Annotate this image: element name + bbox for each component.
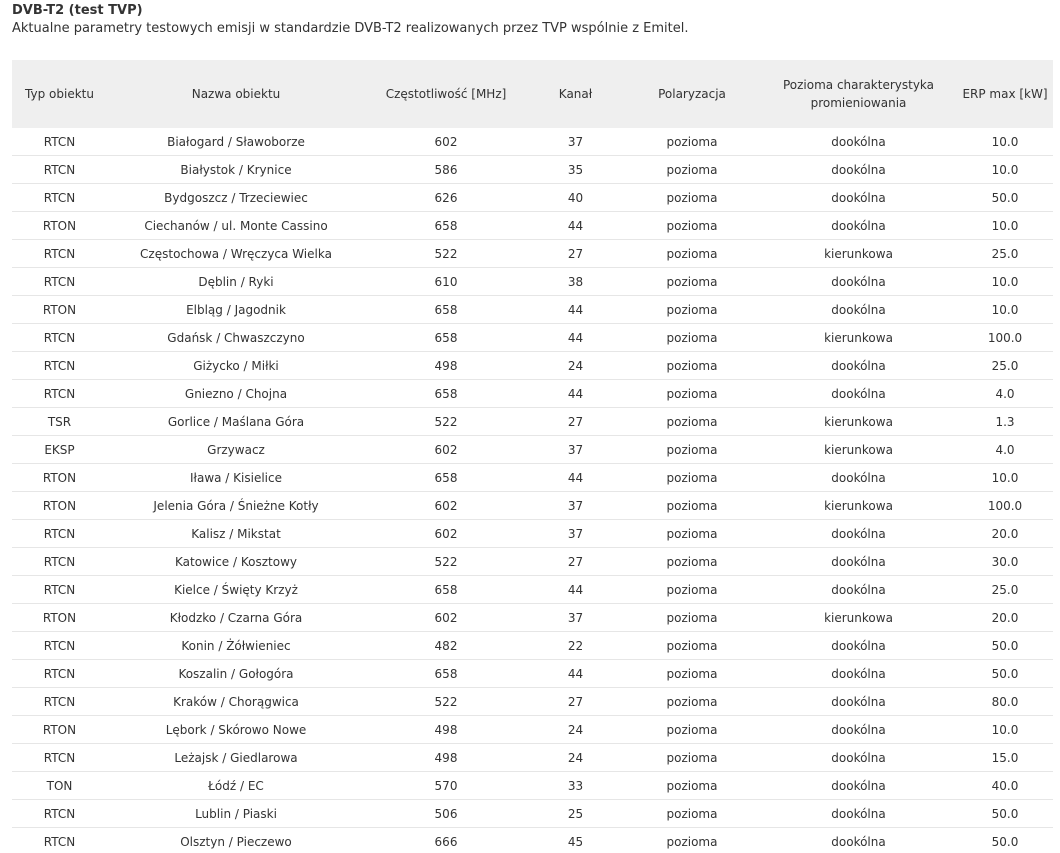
cell-radiation-pattern: kierunkowa (760, 436, 957, 464)
cell-frequency: 498 (365, 352, 527, 380)
cell-frequency: 658 (365, 380, 527, 408)
cell-radiation-pattern: dookólna (760, 660, 957, 688)
cell-erp-max: 100.0 (957, 492, 1053, 520)
cell-erp-max: 10.0 (957, 212, 1053, 240)
cell-channel: 44 (527, 212, 624, 240)
cell-frequency: 506 (365, 800, 527, 828)
table-row (12, 520, 1053, 548)
cell-channel: 45 (527, 828, 624, 853)
cell-erp-max: 10.0 (957, 716, 1053, 744)
cell-erp-max: 50.0 (957, 800, 1053, 828)
cell-erp-max: 1.3 (957, 408, 1053, 436)
cell-object-name: Lublin / Piaski (107, 800, 365, 828)
cell-channel: 27 (527, 548, 624, 576)
cell-polarization: pozioma (624, 604, 760, 632)
cell-object-type: RTCN (12, 352, 107, 380)
cell-object-name: Elbląg / Jagodnik (107, 296, 365, 324)
table-row (12, 128, 1053, 156)
cell-radiation-pattern: kierunkowa (760, 408, 957, 436)
cell-object-type: TON (12, 772, 107, 800)
table-row (12, 464, 1053, 492)
table-row (12, 268, 1053, 296)
cell-object-type: TSR (12, 408, 107, 436)
cell-erp-max: 25.0 (957, 576, 1053, 604)
table-row (12, 576, 1053, 604)
cell-object-name: Kraków / Chorągwica (107, 688, 365, 716)
page-subtitle: Aktualne parametry testowych emisji w standardzie DVB-T2 realizowanych przez TVP wspólnie z Emitel. (12, 21, 689, 36)
cell-channel: 44 (527, 380, 624, 408)
cell-erp-max: 10.0 (957, 128, 1053, 156)
table-row (12, 772, 1053, 800)
cell-radiation-pattern: dookólna (760, 156, 957, 184)
cell-object-name: Iława / Kisielice (107, 464, 365, 492)
cell-channel: 44 (527, 464, 624, 492)
cell-object-type: RTCN (12, 828, 107, 853)
cell-polarization: pozioma (624, 492, 760, 520)
cell-channel: 44 (527, 576, 624, 604)
cell-channel: 24 (527, 716, 624, 744)
cell-frequency: 610 (365, 268, 527, 296)
cell-frequency: 658 (365, 212, 527, 240)
table-row (12, 212, 1053, 240)
cell-polarization: pozioma (624, 156, 760, 184)
cell-radiation-pattern: dookólna (760, 268, 957, 296)
cell-object-type: RTCN (12, 156, 107, 184)
cell-frequency: 602 (365, 128, 527, 156)
table-row (12, 380, 1053, 408)
cell-object-type: RTCN (12, 324, 107, 352)
cell-erp-max: 10.0 (957, 464, 1053, 492)
cell-polarization: pozioma (624, 660, 760, 688)
cell-frequency: 522 (365, 408, 527, 436)
column-header-radiation-pattern: Pozioma charakterystyka promieniowania (760, 60, 957, 128)
cell-object-name: Lębork / Skórowo Nowe (107, 716, 365, 744)
cell-object-name: Białystok / Krynice (107, 156, 365, 184)
cell-object-name: Częstochowa / Wręczyca Wielka (107, 240, 365, 268)
cell-polarization: pozioma (624, 352, 760, 380)
cell-object-name: Łódź / EC (107, 772, 365, 800)
cell-polarization: pozioma (624, 520, 760, 548)
cell-frequency: 570 (365, 772, 527, 800)
cell-polarization: pozioma (624, 576, 760, 604)
cell-channel: 37 (527, 604, 624, 632)
table-row (12, 744, 1053, 772)
cell-polarization: pozioma (624, 716, 760, 744)
cell-radiation-pattern: dookólna (760, 828, 957, 853)
cell-erp-max: 40.0 (957, 772, 1053, 800)
table-row (12, 548, 1053, 576)
cell-erp-max: 50.0 (957, 632, 1053, 660)
table-header-row (12, 60, 1053, 128)
cell-frequency: 658 (365, 324, 527, 352)
cell-object-type: RTCN (12, 184, 107, 212)
cell-frequency: 522 (365, 548, 527, 576)
column-header-object-name: Nazwa obiektu (107, 60, 365, 128)
table-row (12, 240, 1053, 268)
cell-object-name: Gorlice / Maślana Góra (107, 408, 365, 436)
cell-channel: 44 (527, 296, 624, 324)
cell-object-type: RTON (12, 464, 107, 492)
cell-object-type: RTCN (12, 576, 107, 604)
cell-object-type: RTCN (12, 240, 107, 268)
cell-channel: 37 (527, 128, 624, 156)
table-row (12, 156, 1053, 184)
cell-object-name: Bydgoszcz / Trzeciewiec (107, 184, 365, 212)
cell-polarization: pozioma (624, 408, 760, 436)
cell-object-type: RTCN (12, 744, 107, 772)
cell-frequency: 602 (365, 492, 527, 520)
cell-erp-max: 15.0 (957, 744, 1053, 772)
cell-channel: 38 (527, 268, 624, 296)
cell-polarization: pozioma (624, 688, 760, 716)
cell-polarization: pozioma (624, 380, 760, 408)
cell-erp-max: 10.0 (957, 268, 1053, 296)
cell-erp-max: 50.0 (957, 828, 1053, 853)
cell-object-name: Gniezno / Chojna (107, 380, 365, 408)
cell-frequency: 482 (365, 632, 527, 660)
cell-frequency: 658 (365, 296, 527, 324)
table-row (12, 408, 1053, 436)
cell-erp-max: 4.0 (957, 436, 1053, 464)
cell-object-name: Ciechanów / ul. Monte Cassino (107, 212, 365, 240)
cell-object-name: Jelenia Góra / Śnieżne Kotły (107, 492, 365, 520)
cell-erp-max: 4.0 (957, 380, 1053, 408)
cell-radiation-pattern: kierunkowa (760, 240, 957, 268)
cell-object-type: RTCN (12, 380, 107, 408)
cell-radiation-pattern: kierunkowa (760, 604, 957, 632)
cell-radiation-pattern: dookólna (760, 184, 957, 212)
cell-channel: 27 (527, 688, 624, 716)
cell-radiation-pattern: dookólna (760, 296, 957, 324)
cell-object-name: Konin / Żółwieniec (107, 632, 365, 660)
column-header-channel: Kanał (527, 60, 624, 128)
cell-object-type: RTON (12, 716, 107, 744)
cell-frequency: 626 (365, 184, 527, 212)
table-row (12, 828, 1053, 853)
cell-object-type: RTCN (12, 520, 107, 548)
cell-erp-max: 50.0 (957, 660, 1053, 688)
cell-radiation-pattern: dookólna (760, 352, 957, 380)
cell-object-name: Leżajsk / Giedlarowa (107, 744, 365, 772)
cell-frequency: 658 (365, 464, 527, 492)
cell-polarization: pozioma (624, 324, 760, 352)
cell-channel: 44 (527, 324, 624, 352)
table-row (12, 800, 1053, 828)
cell-object-name: Gdańsk / Chwaszczyno (107, 324, 365, 352)
table-row (12, 716, 1053, 744)
cell-polarization: pozioma (624, 268, 760, 296)
cell-erp-max: 25.0 (957, 240, 1053, 268)
cell-frequency: 498 (365, 716, 527, 744)
cell-object-type: RTON (12, 604, 107, 632)
transmitter-table (12, 60, 1053, 853)
cell-object-name: Kłodzko / Czarna Góra (107, 604, 365, 632)
cell-object-name: Katowice / Kosztowy (107, 548, 365, 576)
cell-channel: 40 (527, 184, 624, 212)
cell-radiation-pattern: dookólna (760, 800, 957, 828)
cell-polarization: pozioma (624, 240, 760, 268)
cell-object-type: RTCN (12, 548, 107, 576)
cell-radiation-pattern: dookólna (760, 380, 957, 408)
cell-object-name: Kielce / Święty Krzyż (107, 576, 365, 604)
cell-radiation-pattern: dookólna (760, 576, 957, 604)
cell-radiation-pattern: dookólna (760, 520, 957, 548)
cell-object-type: EKSP (12, 436, 107, 464)
cell-channel: 22 (527, 632, 624, 660)
cell-frequency: 586 (365, 156, 527, 184)
cell-object-name: Dęblin / Ryki (107, 268, 365, 296)
cell-radiation-pattern: dookólna (760, 744, 957, 772)
cell-erp-max: 20.0 (957, 520, 1053, 548)
table-body (12, 128, 1053, 853)
cell-erp-max: 50.0 (957, 184, 1053, 212)
cell-frequency: 498 (365, 744, 527, 772)
cell-object-type: RTON (12, 492, 107, 520)
cell-polarization: pozioma (624, 744, 760, 772)
cell-erp-max: 100.0 (957, 324, 1053, 352)
table-row (12, 352, 1053, 380)
table-row (12, 632, 1053, 660)
cell-polarization: pozioma (624, 800, 760, 828)
cell-object-type: RTCN (12, 660, 107, 688)
table-row (12, 688, 1053, 716)
cell-radiation-pattern: kierunkowa (760, 492, 957, 520)
cell-channel: 24 (527, 352, 624, 380)
cell-erp-max: 30.0 (957, 548, 1053, 576)
cell-radiation-pattern: dookólna (760, 212, 957, 240)
cell-polarization: pozioma (624, 128, 760, 156)
table-row (12, 296, 1053, 324)
table-row (12, 492, 1053, 520)
table-row (12, 660, 1053, 688)
cell-object-type: RTCN (12, 632, 107, 660)
table-row (12, 604, 1053, 632)
table-row (12, 436, 1053, 464)
cell-radiation-pattern: dookólna (760, 548, 957, 576)
cell-radiation-pattern: dookólna (760, 772, 957, 800)
cell-polarization: pozioma (624, 772, 760, 800)
cell-channel: 44 (527, 660, 624, 688)
cell-erp-max: 10.0 (957, 156, 1053, 184)
cell-frequency: 658 (365, 576, 527, 604)
table-row (12, 324, 1053, 352)
cell-radiation-pattern: dookólna (760, 464, 957, 492)
cell-radiation-pattern: dookólna (760, 128, 957, 156)
cell-channel: 37 (527, 492, 624, 520)
cell-polarization: pozioma (624, 436, 760, 464)
cell-frequency: 522 (365, 688, 527, 716)
cell-radiation-pattern: kierunkowa (760, 324, 957, 352)
cell-frequency: 658 (365, 660, 527, 688)
cell-polarization: pozioma (624, 184, 760, 212)
cell-polarization: pozioma (624, 632, 760, 660)
cell-polarization: pozioma (624, 828, 760, 853)
cell-erp-max: 80.0 (957, 688, 1053, 716)
cell-channel: 25 (527, 800, 624, 828)
column-header-object-type: Typ obiektu (12, 60, 107, 128)
cell-polarization: pozioma (624, 296, 760, 324)
cell-object-name: Koszalin / Gołogóra (107, 660, 365, 688)
cell-channel: 37 (527, 520, 624, 548)
column-header-polarization: Polaryzacja (624, 60, 760, 128)
cell-frequency: 602 (365, 436, 527, 464)
cell-object-type: RTON (12, 296, 107, 324)
cell-frequency: 522 (365, 240, 527, 268)
page-title: DVB-T2 (test TVP) (12, 3, 143, 18)
cell-frequency: 602 (365, 604, 527, 632)
cell-object-name: Białogard / Sławoborze (107, 128, 365, 156)
cell-frequency: 666 (365, 828, 527, 853)
cell-channel: 24 (527, 744, 624, 772)
table-header (12, 60, 1053, 128)
cell-object-type: RTCN (12, 800, 107, 828)
cell-object-type: RTCN (12, 268, 107, 296)
cell-object-name: Grzywacz (107, 436, 365, 464)
cell-channel: 35 (527, 156, 624, 184)
cell-erp-max: 25.0 (957, 352, 1053, 380)
column-header-erp-max: ERP max [kW] (957, 60, 1053, 128)
cell-channel: 33 (527, 772, 624, 800)
cell-polarization: pozioma (624, 212, 760, 240)
cell-channel: 27 (527, 240, 624, 268)
column-header-frequency: Częstotliwość [MHz] (365, 60, 527, 128)
cell-object-type: RTON (12, 212, 107, 240)
cell-radiation-pattern: dookólna (760, 632, 957, 660)
cell-object-type: RTCN (12, 688, 107, 716)
cell-object-type: RTCN (12, 128, 107, 156)
cell-radiation-pattern: dookólna (760, 716, 957, 744)
cell-erp-max: 20.0 (957, 604, 1053, 632)
cell-polarization: pozioma (624, 464, 760, 492)
cell-polarization: pozioma (624, 548, 760, 576)
cell-radiation-pattern: dookólna (760, 688, 957, 716)
cell-object-name: Olsztyn / Pieczewo (107, 828, 365, 853)
cell-object-name: Giżycko / Miłki (107, 352, 365, 380)
cell-channel: 27 (527, 408, 624, 436)
cell-object-name: Kalisz / Mikstat (107, 520, 365, 548)
cell-frequency: 602 (365, 520, 527, 548)
cell-channel: 37 (527, 436, 624, 464)
table-row (12, 184, 1053, 212)
cell-erp-max: 10.0 (957, 296, 1053, 324)
